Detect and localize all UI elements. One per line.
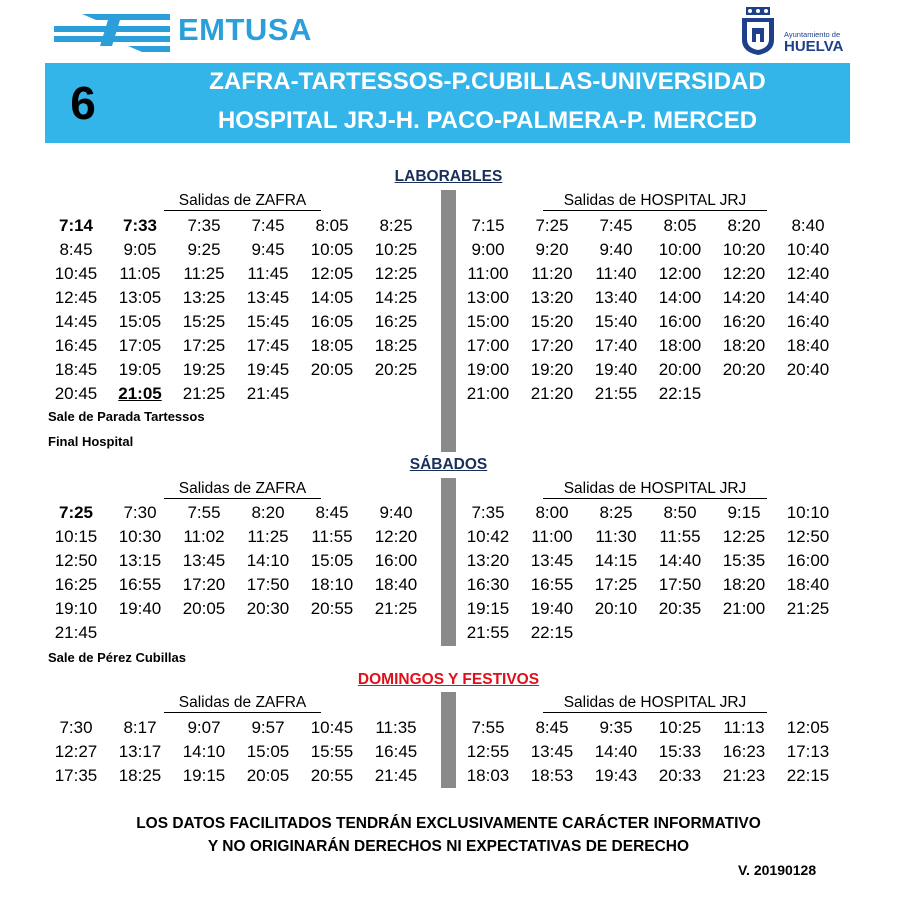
section-title-sabados: SÁBADOS <box>409 456 488 473</box>
departure-time: 17:20 <box>530 336 574 355</box>
section-title-domingos: DOMINGOS Y FESTIVOS <box>357 671 540 688</box>
departure-time: 10:45 <box>54 264 98 283</box>
departure-time: 17:25 <box>182 336 226 355</box>
route-banner <box>45 63 850 143</box>
departure-time: 19:40 <box>118 599 162 618</box>
departure-time: 15:55 <box>310 742 354 761</box>
departure-time: 10:30 <box>118 527 162 546</box>
departure-time: 7:55 <box>471 718 505 737</box>
departure-time: 20:33 <box>658 766 702 785</box>
departure-time: 13:45 <box>530 551 574 570</box>
departure-time: 22:15 <box>786 766 830 785</box>
departure-time: 15:33 <box>658 742 702 761</box>
departure-time: 8:50 <box>663 503 697 522</box>
departure-time: 12:20 <box>374 527 418 546</box>
departure-time: 16:40 <box>786 312 830 331</box>
departure-time: 20:40 <box>786 360 830 379</box>
departure-time: 19:25 <box>182 360 226 379</box>
version-label: V. 20190128 <box>738 862 817 878</box>
departure-time: 13:40 <box>594 288 638 307</box>
departure-time: 11:55 <box>311 527 353 546</box>
departure-time: 12:40 <box>786 264 830 283</box>
column-divider <box>441 478 456 646</box>
departure-time: 14:15 <box>594 551 638 570</box>
departure-time: 13:05 <box>118 288 162 307</box>
departure-time: 8:05 <box>663 216 697 235</box>
departure-time: 13:45 <box>530 742 574 761</box>
departure-time: 19:10 <box>54 599 98 618</box>
departure-time: 11:00 <box>467 264 509 283</box>
departure-time: 21:05 <box>118 384 162 403</box>
departure-time: 17:40 <box>594 336 638 355</box>
departure-time: 16:45 <box>374 742 418 761</box>
departure-time: 7:25 <box>58 503 94 522</box>
departure-time: 15:25 <box>182 312 226 331</box>
departure-time: 16:45 <box>54 336 98 355</box>
departure-time: 9:45 <box>251 240 285 259</box>
departure-time: 11:05 <box>119 264 161 283</box>
departure-time: 20:05 <box>246 766 290 785</box>
departure-time: 12:50 <box>786 527 830 546</box>
departure-time: 18:53 <box>530 766 574 785</box>
departure-time: 21:45 <box>246 384 290 403</box>
departure-time: 12:27 <box>54 742 98 761</box>
departure-time: 14:10 <box>246 551 290 570</box>
section-title-laborables: LABORABLES <box>394 168 503 185</box>
departure-time: 12:25 <box>374 264 418 283</box>
departure-time: 8:17 <box>123 718 157 737</box>
departure-time: 11:00 <box>531 527 573 546</box>
departure-time: 12:05 <box>786 718 830 737</box>
departure-time: 11:20 <box>531 264 573 283</box>
emtusa-logo-icon <box>52 12 172 54</box>
timetable-sabados-zafra <box>44 501 428 645</box>
departure-time: 11:35 <box>375 718 417 737</box>
departure-time: 19:05 <box>118 360 162 379</box>
departure-time: 18:40 <box>786 575 830 594</box>
departure-time: 21:25 <box>182 384 226 403</box>
departure-time: 22:15 <box>530 623 574 642</box>
route-line-1: ZAFRA-TARTESSOS-P.CUBILLAS-UNIVERSIDAD <box>209 68 766 95</box>
departure-time: 16:05 <box>310 312 354 331</box>
departure-time: 7:14 <box>58 216 94 235</box>
departure-time: 15:05 <box>246 742 290 761</box>
departure-time: 21:45 <box>374 766 418 785</box>
departure-time: 13:00 <box>466 288 510 307</box>
departure-time: 20:05 <box>310 360 354 379</box>
departure-time: 9:40 <box>599 240 633 259</box>
departure-time: 17:50 <box>246 575 290 594</box>
departure-time: 10:10 <box>786 503 830 522</box>
departure-time: 17:50 <box>658 575 702 594</box>
departure-time: 14:40 <box>658 551 702 570</box>
departure-time: 21:45 <box>54 623 98 642</box>
departure-time: 11:02 <box>183 527 225 546</box>
departure-time: 8:45 <box>315 503 349 522</box>
departure-time: 17:45 <box>246 336 290 355</box>
departure-time: 10:15 <box>54 527 98 546</box>
direction-label-zafra: Salidas de ZAFRA <box>164 192 321 211</box>
departure-time: 16:25 <box>54 575 98 594</box>
departure-time: 20:25 <box>374 360 418 379</box>
departure-time: 11:30 <box>595 527 637 546</box>
departure-time: 19:43 <box>594 766 638 785</box>
timetable-laborables-hospital <box>456 214 840 406</box>
departure-time: 10:25 <box>658 718 702 737</box>
departure-time: 7:25 <box>535 216 569 235</box>
departure-time: 12:45 <box>54 288 98 307</box>
departure-time: 18:45 <box>54 360 98 379</box>
departure-time: 12:25 <box>722 527 766 546</box>
departure-time: 18:05 <box>310 336 354 355</box>
departure-time: 20:55 <box>310 599 354 618</box>
departure-time: 9:00 <box>471 240 505 259</box>
departure-time: 17:35 <box>54 766 98 785</box>
departure-time: 11:40 <box>595 264 637 283</box>
departure-time: 7:45 <box>599 216 633 235</box>
departure-time: 13:17 <box>118 742 162 761</box>
departure-time: 22:15 <box>658 384 702 403</box>
city-label: HUELVA <box>784 38 844 55</box>
departure-time: 7:35 <box>471 503 505 522</box>
departure-time: 10:45 <box>310 718 354 737</box>
departure-time: 12:05 <box>310 264 354 283</box>
departure-time: 7:15 <box>471 216 505 235</box>
departure-time: 16:55 <box>530 575 574 594</box>
departure-time: 15:45 <box>246 312 290 331</box>
departure-time: 20:35 <box>658 599 702 618</box>
departure-time: 16:55 <box>118 575 162 594</box>
departure-time: 10:25 <box>374 240 418 259</box>
departure-time: 14:45 <box>54 312 98 331</box>
departure-time: 16:30 <box>466 575 510 594</box>
brand-name: EMTUSA <box>178 12 312 47</box>
departure-time: 13:20 <box>466 551 510 570</box>
departure-time: 7:55 <box>187 503 221 522</box>
departure-time: 9:15 <box>727 503 761 522</box>
departure-time: 15:00 <box>466 312 510 331</box>
departure-time: 7:45 <box>251 216 285 235</box>
departure-time: 10:05 <box>310 240 354 259</box>
departure-time: 18:40 <box>786 336 830 355</box>
departure-time: 9:05 <box>123 240 157 259</box>
departure-time: 9:25 <box>187 240 221 259</box>
departure-time: 18:10 <box>310 575 354 594</box>
departure-time: 11:55 <box>659 527 701 546</box>
line-number: 6 <box>70 77 96 129</box>
direction-label-zafra: Salidas de ZAFRA <box>164 480 321 499</box>
departure-time: 17:05 <box>118 336 162 355</box>
huelva-coat-of-arms-icon <box>738 6 778 56</box>
departure-time: 20:45 <box>54 384 98 403</box>
departure-time: 20:20 <box>722 360 766 379</box>
timetable-domingos-zafra <box>44 716 428 788</box>
departure-time: 10:42 <box>466 527 510 546</box>
departure-time: 14:20 <box>722 288 766 307</box>
departure-time: 12:00 <box>658 264 702 283</box>
departure-time: 18:20 <box>722 336 766 355</box>
departure-time: 14:00 <box>658 288 702 307</box>
departure-time: 14:05 <box>310 288 354 307</box>
direction-label-hospital: Salidas de HOSPITAL JRJ <box>543 192 767 211</box>
departure-time: 8:20 <box>251 503 285 522</box>
ayuntamiento-label: Ayuntamiento de <box>784 30 841 39</box>
departure-time: 21:00 <box>466 384 510 403</box>
departure-time: 17:00 <box>466 336 510 355</box>
departure-time: 13:45 <box>246 288 290 307</box>
departure-time: 11:13 <box>723 718 765 737</box>
departure-time: 9:57 <box>251 718 285 737</box>
departure-time: 12:20 <box>722 264 766 283</box>
departure-time: 21:55 <box>466 623 510 642</box>
departure-time: 15:05 <box>118 312 162 331</box>
departure-time: 16:00 <box>374 551 418 570</box>
departure-time: 16:20 <box>722 312 766 331</box>
direction-label-zafra: Salidas de ZAFRA <box>164 694 321 713</box>
departure-time: 16:00 <box>786 551 830 570</box>
departure-time: 20:00 <box>658 360 702 379</box>
departure-time: 11:45 <box>247 264 289 283</box>
departure-time: 8:25 <box>379 216 413 235</box>
departure-time: 14:40 <box>594 742 638 761</box>
departure-time: 14:40 <box>786 288 830 307</box>
departure-time: 11:25 <box>183 264 225 283</box>
departure-time: 10:20 <box>722 240 766 259</box>
departure-time: 10:40 <box>786 240 830 259</box>
note-parada-tartessos: Sale de Parada Tartessos <box>48 409 205 424</box>
departure-time: 21:25 <box>786 599 830 618</box>
departure-time: 15:20 <box>530 312 574 331</box>
departure-time: 13:20 <box>530 288 574 307</box>
departure-time: 19:40 <box>594 360 638 379</box>
column-divider <box>441 692 456 788</box>
departure-time: 16:25 <box>374 312 418 331</box>
timetable-laborables-zafra <box>44 214 428 406</box>
disclaimer-line-2: Y NO ORIGINARÁN DERECHOS NI EXPECTATIVAS DE DERECHO <box>207 838 690 855</box>
departure-time: 21:00 <box>722 599 766 618</box>
departure-time: 19:00 <box>466 360 510 379</box>
departure-time: 19:20 <box>530 360 574 379</box>
column-divider <box>441 190 456 452</box>
departure-time: 18:00 <box>658 336 702 355</box>
departure-time: 20:05 <box>182 599 226 618</box>
departure-time: 8:00 <box>535 503 569 522</box>
departure-time: 17:25 <box>594 575 638 594</box>
departure-time: 19:40 <box>530 599 574 618</box>
direction-label-hospital: Salidas de HOSPITAL JRJ <box>543 480 767 499</box>
departure-time: 18:40 <box>374 575 418 594</box>
departure-time: 19:15 <box>182 766 226 785</box>
departure-time: 18:25 <box>118 766 162 785</box>
departure-time: 17:20 <box>182 575 226 594</box>
departure-time: 8:25 <box>599 503 633 522</box>
departure-time: 16:00 <box>658 312 702 331</box>
departure-time: 7:33 <box>122 216 158 235</box>
departure-time: 18:25 <box>374 336 418 355</box>
departure-time: 20:55 <box>310 766 354 785</box>
note-perez-cubillas: Sale de Pérez Cubillas <box>48 650 187 665</box>
departure-time: 13:15 <box>118 551 162 570</box>
departure-time: 8:45 <box>535 718 569 737</box>
departure-time: 18:03 <box>466 766 510 785</box>
departure-time: 21:23 <box>722 766 766 785</box>
departure-time: 21:25 <box>374 599 418 618</box>
departure-time: 7:30 <box>59 718 93 737</box>
departure-time: 21:55 <box>594 384 638 403</box>
departure-time: 18:20 <box>722 575 766 594</box>
departure-time: 9:35 <box>599 718 633 737</box>
departure-time: 8:40 <box>791 216 825 235</box>
departure-time: 9:40 <box>379 503 413 522</box>
departure-time: 13:45 <box>182 551 226 570</box>
departure-time: 15:05 <box>310 551 354 570</box>
departure-time: 19:45 <box>246 360 290 379</box>
departure-time: 13:25 <box>182 288 226 307</box>
departure-time: 20:10 <box>594 599 638 618</box>
departure-time: 12:50 <box>54 551 98 570</box>
timetable-sabados-hospital <box>456 501 840 645</box>
direction-label-hospital: Salidas de HOSPITAL JRJ <box>543 694 767 713</box>
departure-time: 14:25 <box>374 288 418 307</box>
note-final-hospital: Final Hospital <box>48 434 134 449</box>
departure-time: 17:13 <box>786 742 830 761</box>
disclaimer-line-1: LOS DATOS FACILITADOS TENDRÁN EXCLUSIVAMENTE CARÁCTER INFORMATIVO <box>136 815 761 832</box>
timetable-domingos-hospital <box>456 716 840 788</box>
departure-time: 15:40 <box>594 312 638 331</box>
departure-time: 8:05 <box>315 216 349 235</box>
route-line-2: HOSPITAL JRJ-H. PACO-PALMERA-P. MERCED <box>217 107 758 134</box>
departure-time: 11:25 <box>247 527 289 546</box>
departure-time: 8:45 <box>59 240 93 259</box>
departure-time: 7:35 <box>187 216 221 235</box>
departure-time: 14:10 <box>182 742 226 761</box>
departure-time: 10:00 <box>658 240 702 259</box>
departure-time: 9:20 <box>535 240 569 259</box>
departure-time: 8:20 <box>727 216 761 235</box>
departure-time: 16:23 <box>722 742 766 761</box>
departure-time: 15:35 <box>722 551 766 570</box>
departure-time: 19:15 <box>466 599 510 618</box>
departure-time: 7:30 <box>123 503 157 522</box>
departure-time: 9:07 <box>187 718 221 737</box>
departure-time: 12:55 <box>466 742 510 761</box>
departure-time: 20:30 <box>246 599 290 618</box>
departure-time: 21:20 <box>530 384 574 403</box>
